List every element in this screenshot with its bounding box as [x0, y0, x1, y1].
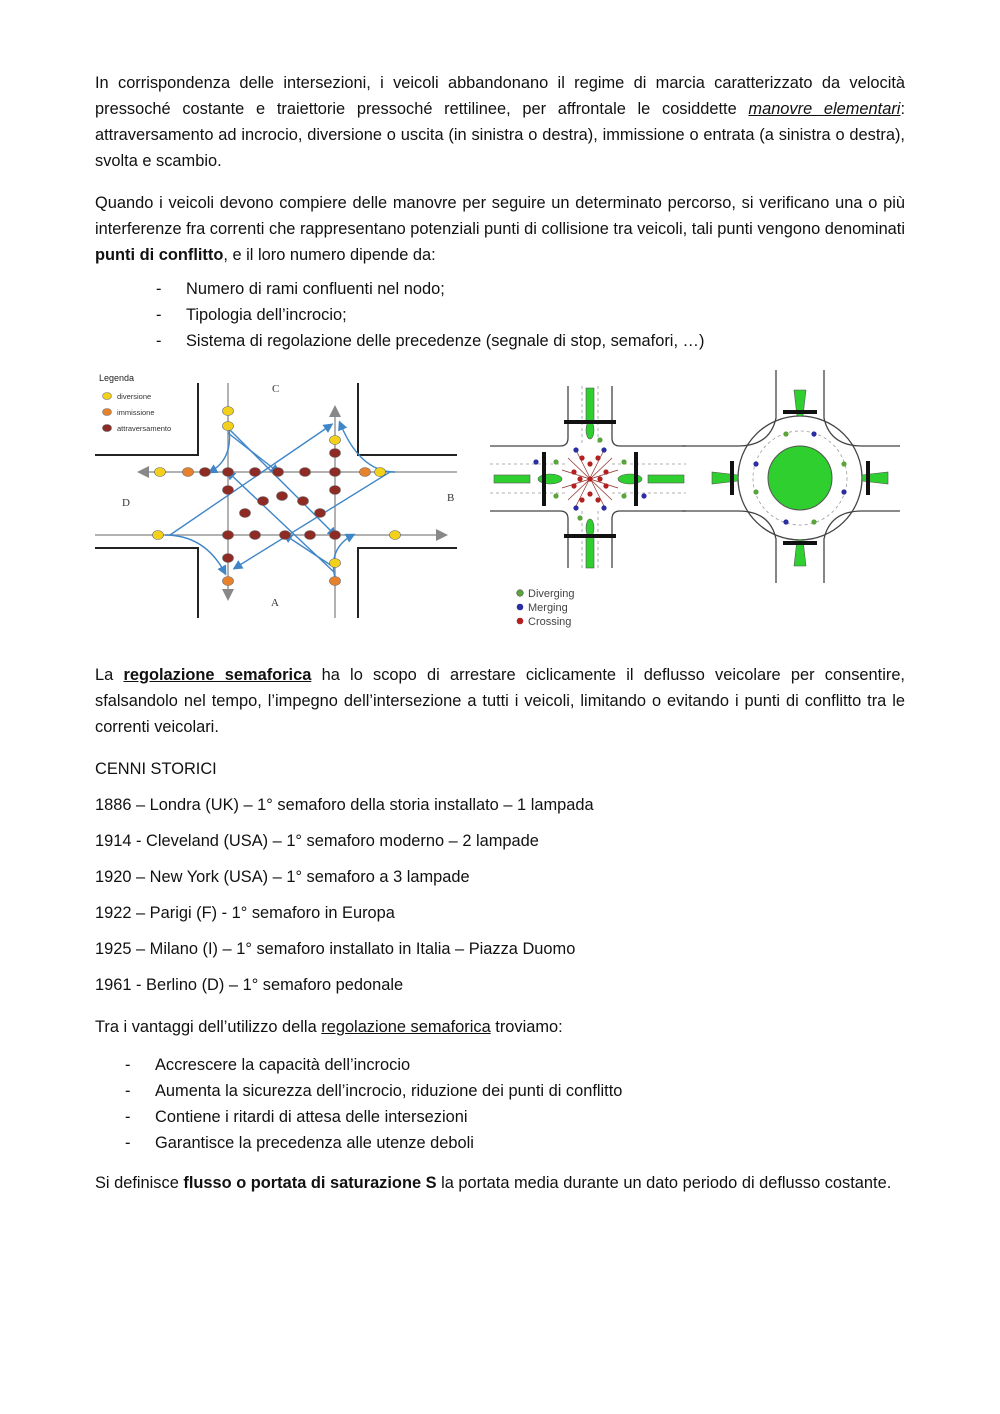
- document-page: [95, 70, 905, 1212]
- legend-swatch-diverging: [517, 590, 524, 597]
- regulation-paragraph: La regolazione semaforica ha lo scopo di arrestare ciclicamente il deflusso veicolare per consentire, sfalsandolo nel tempo, l’impegno dell’intersezione a tutti i veicoli, limitando o evitando i punti di conflitto tra le correnti veicolari.: [95, 666, 905, 736]
- legend-swatch-immissione: [103, 409, 112, 416]
- conflict-point-attraversamento: [298, 497, 309, 506]
- crossroad-point-crossing: [571, 483, 576, 488]
- legend-swatch-diversione: [103, 393, 112, 400]
- roundabout-point-diverging: [811, 519, 816, 524]
- conflict-point-attraversamento: [223, 554, 234, 563]
- conflict-point-diversione: [153, 531, 164, 540]
- factors-list: [95, 276, 905, 354]
- crossroad-point-crossing: [579, 455, 584, 460]
- roundabout-point-merging: [783, 519, 788, 524]
- list-item: - Sistema di regolazione delle precedenze (segnale di stop, semafori, …): [156, 332, 705, 350]
- roundabout-point-diverging: [783, 431, 788, 436]
- saturation-paragraph: Si definisce flusso o portata di saturazione S la portata media durante un dato periodo di deflusso costante.: [95, 1174, 892, 1192]
- roundabout-point-merging: [841, 489, 846, 494]
- crossroad-point-crossing: [595, 497, 600, 502]
- history-item: 1914 - Cleveland (USA) – 1° semaforo moderno – 2 lampade: [95, 832, 539, 850]
- crossroad-point-crossing: [587, 476, 592, 481]
- legend-label-diversione: diversione: [117, 392, 152, 401]
- crossroad-point-merging: [601, 447, 606, 452]
- conflict-point-attraversamento: [200, 468, 211, 477]
- conflict-point-attraversamento: [273, 468, 284, 477]
- branch-label-right: B: [447, 492, 455, 504]
- history-item: 1922 – Parigi (F) - 1° semaforo in Europa: [95, 904, 395, 922]
- legend-label-attraversamento: attraversamento: [117, 424, 172, 433]
- crossroad-point-diverging: [553, 493, 558, 498]
- conflict-point-attraversamento: [305, 531, 316, 540]
- crossroad-point-crossing: [577, 476, 582, 481]
- crossroad-point-diverging: [621, 493, 626, 498]
- crossroad-point-merging: [601, 505, 606, 510]
- conflict-point-diversione: [390, 531, 401, 540]
- list-item: - Accrescere la capacità dell’incrocio: [125, 1056, 411, 1074]
- history-item: 1925 – Milano (I) – 1° semaforo installato in Italia – Piazza Duomo: [95, 940, 576, 958]
- conflict-point-attraversamento: [223, 486, 234, 495]
- legend-label-crossing: Crossing: [528, 616, 572, 628]
- conflict-point-diversione: [375, 468, 386, 477]
- roundabout-point-diverging: [841, 461, 846, 466]
- conflict-point-attraversamento: [277, 492, 288, 501]
- advantages-list: [95, 1052, 905, 1156]
- crossroad-point-diverging: [597, 437, 602, 442]
- list-item: - Aumenta la sicurezza dell’incrocio, riduzione dei punti di conflitto: [125, 1082, 623, 1100]
- conflict-point-diversione: [330, 436, 341, 445]
- crossroad-point-crossing: [597, 476, 602, 481]
- conflict-point-attraversamento: [223, 468, 234, 477]
- list-item: - Contiene i ritardi di attesa delle intersezioni: [125, 1108, 468, 1126]
- history-list: [95, 792, 905, 998]
- advantages-intro: Tra i vantaggi dell’utilizzo della regolazione semaforica troviamo:: [95, 1018, 563, 1036]
- conflict-point-attraversamento: [240, 509, 251, 518]
- conflict-point-attraversamento: [250, 468, 261, 477]
- legend-title: Legenda: [99, 373, 135, 383]
- crossroad-point-diverging: [553, 459, 558, 464]
- conflict-point-immissione: [360, 468, 371, 477]
- conflict-point-attraversamento: [258, 497, 269, 506]
- history-title: CENNI STORICI: [95, 760, 217, 778]
- crossroad-point-crossing: [603, 469, 608, 474]
- roundabout-center-island: [768, 446, 832, 510]
- conflict-point-immissione: [223, 577, 234, 586]
- conflict-point-diversione: [155, 468, 166, 477]
- crossroad-point-merging: [573, 447, 578, 452]
- crossroad-point-crossing: [595, 455, 600, 460]
- conflict-point-attraversamento: [330, 486, 341, 495]
- figures-row: [95, 368, 905, 636]
- legend-swatch-merging: [517, 604, 524, 611]
- term-flusso-saturazione: flusso o portata di saturazione S: [183, 1174, 437, 1192]
- conflict-point-diversione: [223, 407, 234, 416]
- conflict-point-attraversamento: [330, 449, 341, 458]
- conflict-points-diagram: [95, 368, 457, 618]
- intersection-roundabout-diagram: [490, 368, 900, 636]
- history-item: 1886 – Londra (UK) – 1° semaforo della storia installato – 1 lampada: [95, 796, 594, 814]
- conflict-point-attraversamento: [330, 468, 341, 477]
- legend-label-immissione: immissione: [117, 408, 155, 417]
- crossroad-point-crossing: [579, 497, 584, 502]
- roundabout-point-merging: [811, 431, 816, 436]
- crossroad-point-diverging: [577, 515, 582, 520]
- history-item: 1920 – New York (USA) – 1° semaforo a 3 lampade: [95, 868, 470, 886]
- crossroad-point-crossing: [587, 461, 592, 466]
- term-manovre-elementari: manovre elementari: [748, 100, 901, 118]
- crossroad-point-diverging: [621, 459, 626, 464]
- conflict-point-attraversamento: [223, 531, 234, 540]
- crossroad-point-merging: [533, 459, 538, 464]
- term-punti-di-conflitto: punti di conflitto: [95, 246, 224, 264]
- term-regolazione-semaforica-2: regolazione semaforica: [321, 1018, 491, 1036]
- conflict-point-diversione: [223, 422, 234, 431]
- conflict-point-diversione: [330, 559, 341, 568]
- legend-swatch-attraversamento: [103, 425, 112, 432]
- crossroad-point-crossing: [587, 491, 592, 496]
- conflict-point-attraversamento: [315, 509, 326, 518]
- conflict-point-attraversamento: [300, 468, 311, 477]
- list-item: - Numero di rami confluenti nel nodo;: [156, 280, 445, 298]
- crossroad-point-crossing: [603, 483, 608, 488]
- crossroad-point-crossing: [571, 469, 576, 474]
- list-item: - Garantisce la precedenza alle utenze deboli: [125, 1134, 474, 1152]
- term-regolazione-semaforica: regolazione semaforica: [123, 666, 312, 684]
- crossroad-point-merging: [573, 505, 578, 510]
- intro-paragraph: In corrispondenza delle intersezioni, i veicoli abbandonano il regime di marcia caratterizzato da velocità pressoché costante e traiettorie pressoché rettilinee, per affrontale le cosiddette manovre elementari: attraversamento ad incrocio, diversione o uscita (in sinistra o destra), immissione o entrata (a sinistra o destra), svolta e scambio.: [95, 74, 905, 170]
- legend-swatch-crossing: [517, 618, 524, 625]
- roundabout-point-diverging: [753, 489, 758, 494]
- list-item: - Tipologia dell’incrocio;: [156, 306, 347, 324]
- branch-label-bottom: A: [271, 597, 279, 609]
- branch-label-left: D: [122, 497, 130, 509]
- conflict-point-attraversamento: [250, 531, 261, 540]
- legend-label-diverging: Diverging: [528, 588, 575, 600]
- conflict-paragraph: Quando i veicoli devono compiere delle manovre per seguire un determinato percorso, si verificano una o più interferenze fra correnti che rappresentano potenziali punti di collisione tra veicoli, tali punti vengono denominati punti di conflitto, e il loro numero dipende da:: [95, 194, 905, 264]
- legend-label-merging: Merging: [528, 602, 568, 614]
- branch-label-top: C: [272, 383, 280, 395]
- conflict-point-attraversamento: [330, 531, 341, 540]
- conflict-point-attraversamento: [280, 531, 291, 540]
- conflict-point-immissione: [183, 468, 194, 477]
- crossroad-point-merging: [641, 493, 646, 498]
- conflict-point-immissione: [330, 577, 341, 586]
- roundabout-point-merging: [753, 461, 758, 466]
- history-item: 1961 - Berlino (D) – 1° semaforo pedonale: [95, 976, 404, 994]
